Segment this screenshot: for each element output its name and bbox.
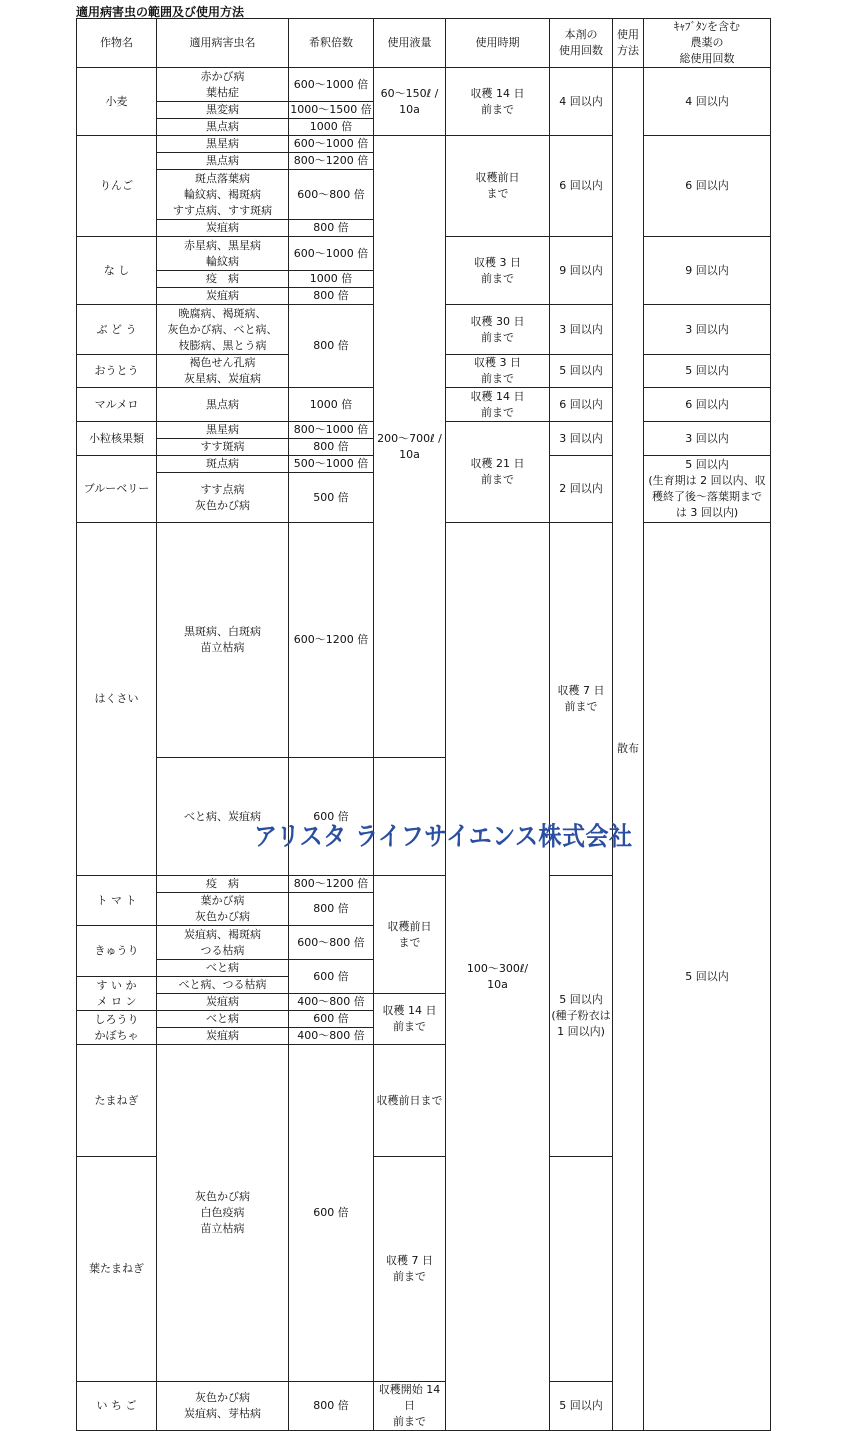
disease-cell: 黒変病 — [157, 102, 289, 119]
disease-cell: べと病 — [157, 1011, 289, 1028]
dilution-cell: 400～800 倍 — [289, 994, 374, 1011]
timing-cell: 収穫 21 日 前まで — [446, 422, 550, 523]
disease-cell: 炭疽病 — [157, 220, 289, 237]
disease-cell: べと病、炭疽病 — [157, 758, 289, 876]
crop-cell: りんご — [77, 136, 157, 237]
volume-cell: 100～300ℓ/ 10a — [446, 523, 550, 1431]
dilution-cell: 600～800 倍 — [289, 170, 374, 220]
dilution-cell: 600～1000 倍 — [289, 68, 374, 102]
count-cell: 5 回以内 — [644, 523, 771, 1431]
crop-cell: おうとう — [77, 355, 157, 388]
header-cell: 使用時期 — [446, 19, 550, 68]
timing-cell: 収穫 30 日 前まで — [446, 305, 550, 355]
crop-cell: ぶ ど う — [77, 305, 157, 355]
disease-cell: 灰色かび病 白色疫病 苗立枯病 — [157, 1045, 289, 1382]
total-cell: 5 回以内 — [644, 355, 771, 388]
crop-cell: 小粒核果類 — [77, 422, 157, 456]
total-cell: 5 回以内 — [550, 1382, 613, 1431]
timing-cell: 収穫前日 まで — [374, 876, 446, 994]
volume-cell: 200～700ℓ / 10a — [374, 136, 446, 758]
header-cell: ｷｬﾌﾞﾀﾝを含む 農薬の 総使用回数 — [644, 19, 771, 68]
header-cell: 作物名 — [77, 19, 157, 68]
crop-cell: 葉たまねぎ — [77, 1157, 157, 1382]
total-cell: 3 回以内 — [644, 422, 771, 456]
disease-cell: 炭疽病 — [157, 288, 289, 305]
disease-cell: 疫 病 — [157, 876, 289, 893]
timing-cell: 収穫前日まで — [374, 1045, 446, 1157]
timing-cell: 収穫開始 14 日 前まで — [374, 1382, 446, 1431]
disease-cell: 炭疽病 — [157, 994, 289, 1011]
count-cell: 5 回以内 — [550, 355, 613, 388]
crop-cell: きゅうり — [77, 926, 157, 977]
disease-cell: べと病、つる枯病 — [157, 977, 289, 994]
disease-cell: 斑点病 — [157, 456, 289, 473]
disease-cell: 黒点病 — [157, 388, 289, 422]
total-cell: 5 回以内 (種子粉衣は 1 回以内) — [550, 876, 613, 1157]
disease-cell: 灰色かび病 炭疽病、芽枯病 — [157, 1382, 289, 1431]
disease-cell: 疫 病 — [157, 271, 289, 288]
company-logo: アリスタ ライフサイエンス株式会社 — [254, 822, 633, 852]
disease-cell: 晩腐病、褐斑病、 灰色かび病、べと病、 枝膨病、黒とう病 — [157, 305, 289, 355]
disease-cell: すす斑病 — [157, 439, 289, 456]
timing-cell: 収穫 7 日 前まで — [374, 1157, 446, 1382]
crop-cell: な し — [77, 237, 157, 305]
timing-cell: 収穫 3 日 前まで — [446, 355, 550, 388]
dilution-cell: 800 倍 — [289, 305, 374, 388]
total-cell: 5 回以内 (生育期は 2 回以内、収 穫終了後～落葉期まで は 3 回以内) — [644, 456, 771, 523]
timing-cell: 収穫 14 日 前まで — [374, 994, 446, 1045]
disease-cell: 黒斑病、白斑病 苗立枯病 — [157, 523, 289, 758]
crop-cell: マルメロ — [77, 388, 157, 422]
dilution-cell: 600～1000 倍 — [289, 237, 374, 271]
timing-cell: 収穫 3 日 前まで — [446, 237, 550, 305]
disease-cell: 黒星病 — [157, 136, 289, 153]
volume-cell: 60～150ℓ / 10a — [374, 68, 446, 136]
disease-cell: 葉かび病 灰色かび病 — [157, 893, 289, 926]
disease-cell: 黒点病 — [157, 153, 289, 170]
disease-cell: べと病 — [157, 960, 289, 977]
count-cell: 6 回以内 — [550, 136, 613, 237]
timing-cell: 収穫 14 日 前まで — [446, 388, 550, 422]
count-cell: 2 回以内 — [550, 456, 613, 523]
count-cell: 3 回以内 — [550, 305, 613, 355]
header-cell: 希釈倍数 — [289, 19, 374, 68]
header-row — [77, 19, 771, 68]
dilution-cell: 1000 倍 — [289, 388, 374, 422]
dilution-cell: 600～1200 倍 — [289, 523, 374, 758]
total-cell: 4 回以内 — [644, 68, 771, 136]
crop-cell: い ち ご — [77, 1382, 157, 1431]
dilution-cell: 600～1000 倍 — [289, 136, 374, 153]
page-title: 適用病害虫の範囲及び使用方法 — [76, 5, 245, 19]
dilution-cell: 600～800 倍 — [289, 926, 374, 960]
dilution-cell: 800 倍 — [289, 220, 374, 237]
dilution-cell: 800～1200 倍 — [289, 876, 374, 893]
crop-cell: す い か メ ロ ン — [77, 977, 157, 1011]
header-cell: 適用病害虫名 — [157, 19, 289, 68]
dilution-cell: 1000 倍 — [289, 271, 374, 288]
count-cell: 6 回以内 — [550, 388, 613, 422]
dilution-cell: 600 倍 — [289, 1045, 374, 1382]
disease-cell: 斑点落葉病 輪紋病、褐斑病 すす点病、すす斑病 — [157, 170, 289, 220]
dilution-cell: 600 倍 — [289, 758, 374, 876]
disease-cell: 炭疽病、褐斑病 つる枯病 — [157, 926, 289, 960]
header-cell: 本剤の 使用回数 — [550, 19, 613, 68]
method-cell: 散布 — [613, 68, 644, 1431]
header-cell: 使用液量 — [374, 19, 446, 68]
dilution-cell: 500～1000 倍 — [289, 456, 374, 473]
disease-cell: すす点病 灰色かび病 — [157, 473, 289, 523]
dilution-cell: 600 倍 — [289, 960, 374, 994]
disease-cell: 赤かび病 葉枯症 — [157, 68, 289, 102]
header-cell: 使用 方法 — [613, 19, 644, 68]
crop-cell: はくさい — [77, 523, 157, 876]
dilution-cell: 400～800 倍 — [289, 1028, 374, 1045]
timing-cell: 収穫前日 まで — [446, 136, 550, 237]
dilution-cell: 500 倍 — [289, 473, 374, 523]
disease-cell: 黒点病 — [157, 119, 289, 136]
crop-cell: ブルーベリー — [77, 456, 157, 523]
dilution-cell: 800 倍 — [289, 439, 374, 456]
disease-cell: 黒星病 — [157, 422, 289, 439]
count-cell: 4 回以内 — [550, 68, 613, 136]
total-cell: 6 回以内 — [644, 388, 771, 422]
dilution-cell: 600 倍 — [289, 1011, 374, 1028]
usage-table — [76, 18, 771, 1431]
timing-cell: 収穫 7 日 前まで — [550, 523, 613, 876]
dilution-cell: 800～1200 倍 — [289, 153, 374, 170]
dilution-cell: 800 倍 — [289, 893, 374, 926]
dilution-cell: 800 倍 — [289, 1382, 374, 1431]
disease-cell: 褐色せん孔病 灰星病、炭疽病 — [157, 355, 289, 388]
dilution-cell: 1000～1500 倍 — [289, 102, 374, 119]
dilution-cell: 1000 倍 — [289, 119, 374, 136]
crop-cell: 小麦 — [77, 68, 157, 136]
count-cell: 9 回以内 — [550, 237, 613, 305]
total-cell: 3 回以内 — [644, 305, 771, 355]
total-cell: 9 回以内 — [644, 237, 771, 305]
crop-cell: ト マ ト — [77, 876, 157, 926]
disease-cell: 炭疽病 — [157, 1028, 289, 1045]
timing-cell: 収穫 14 日 前まで — [446, 68, 550, 136]
dilution-cell: 800～1000 倍 — [289, 422, 374, 439]
dilution-cell: 800 倍 — [289, 288, 374, 305]
crop-cell: しろうり かぼちゃ — [77, 1011, 157, 1045]
count-cell: 3 回以内 — [550, 422, 613, 456]
disease-cell: 赤星病、黒星病 輪紋病 — [157, 237, 289, 271]
crop-cell: たまねぎ — [77, 1045, 157, 1157]
total-cell: 6 回以内 — [644, 136, 771, 237]
